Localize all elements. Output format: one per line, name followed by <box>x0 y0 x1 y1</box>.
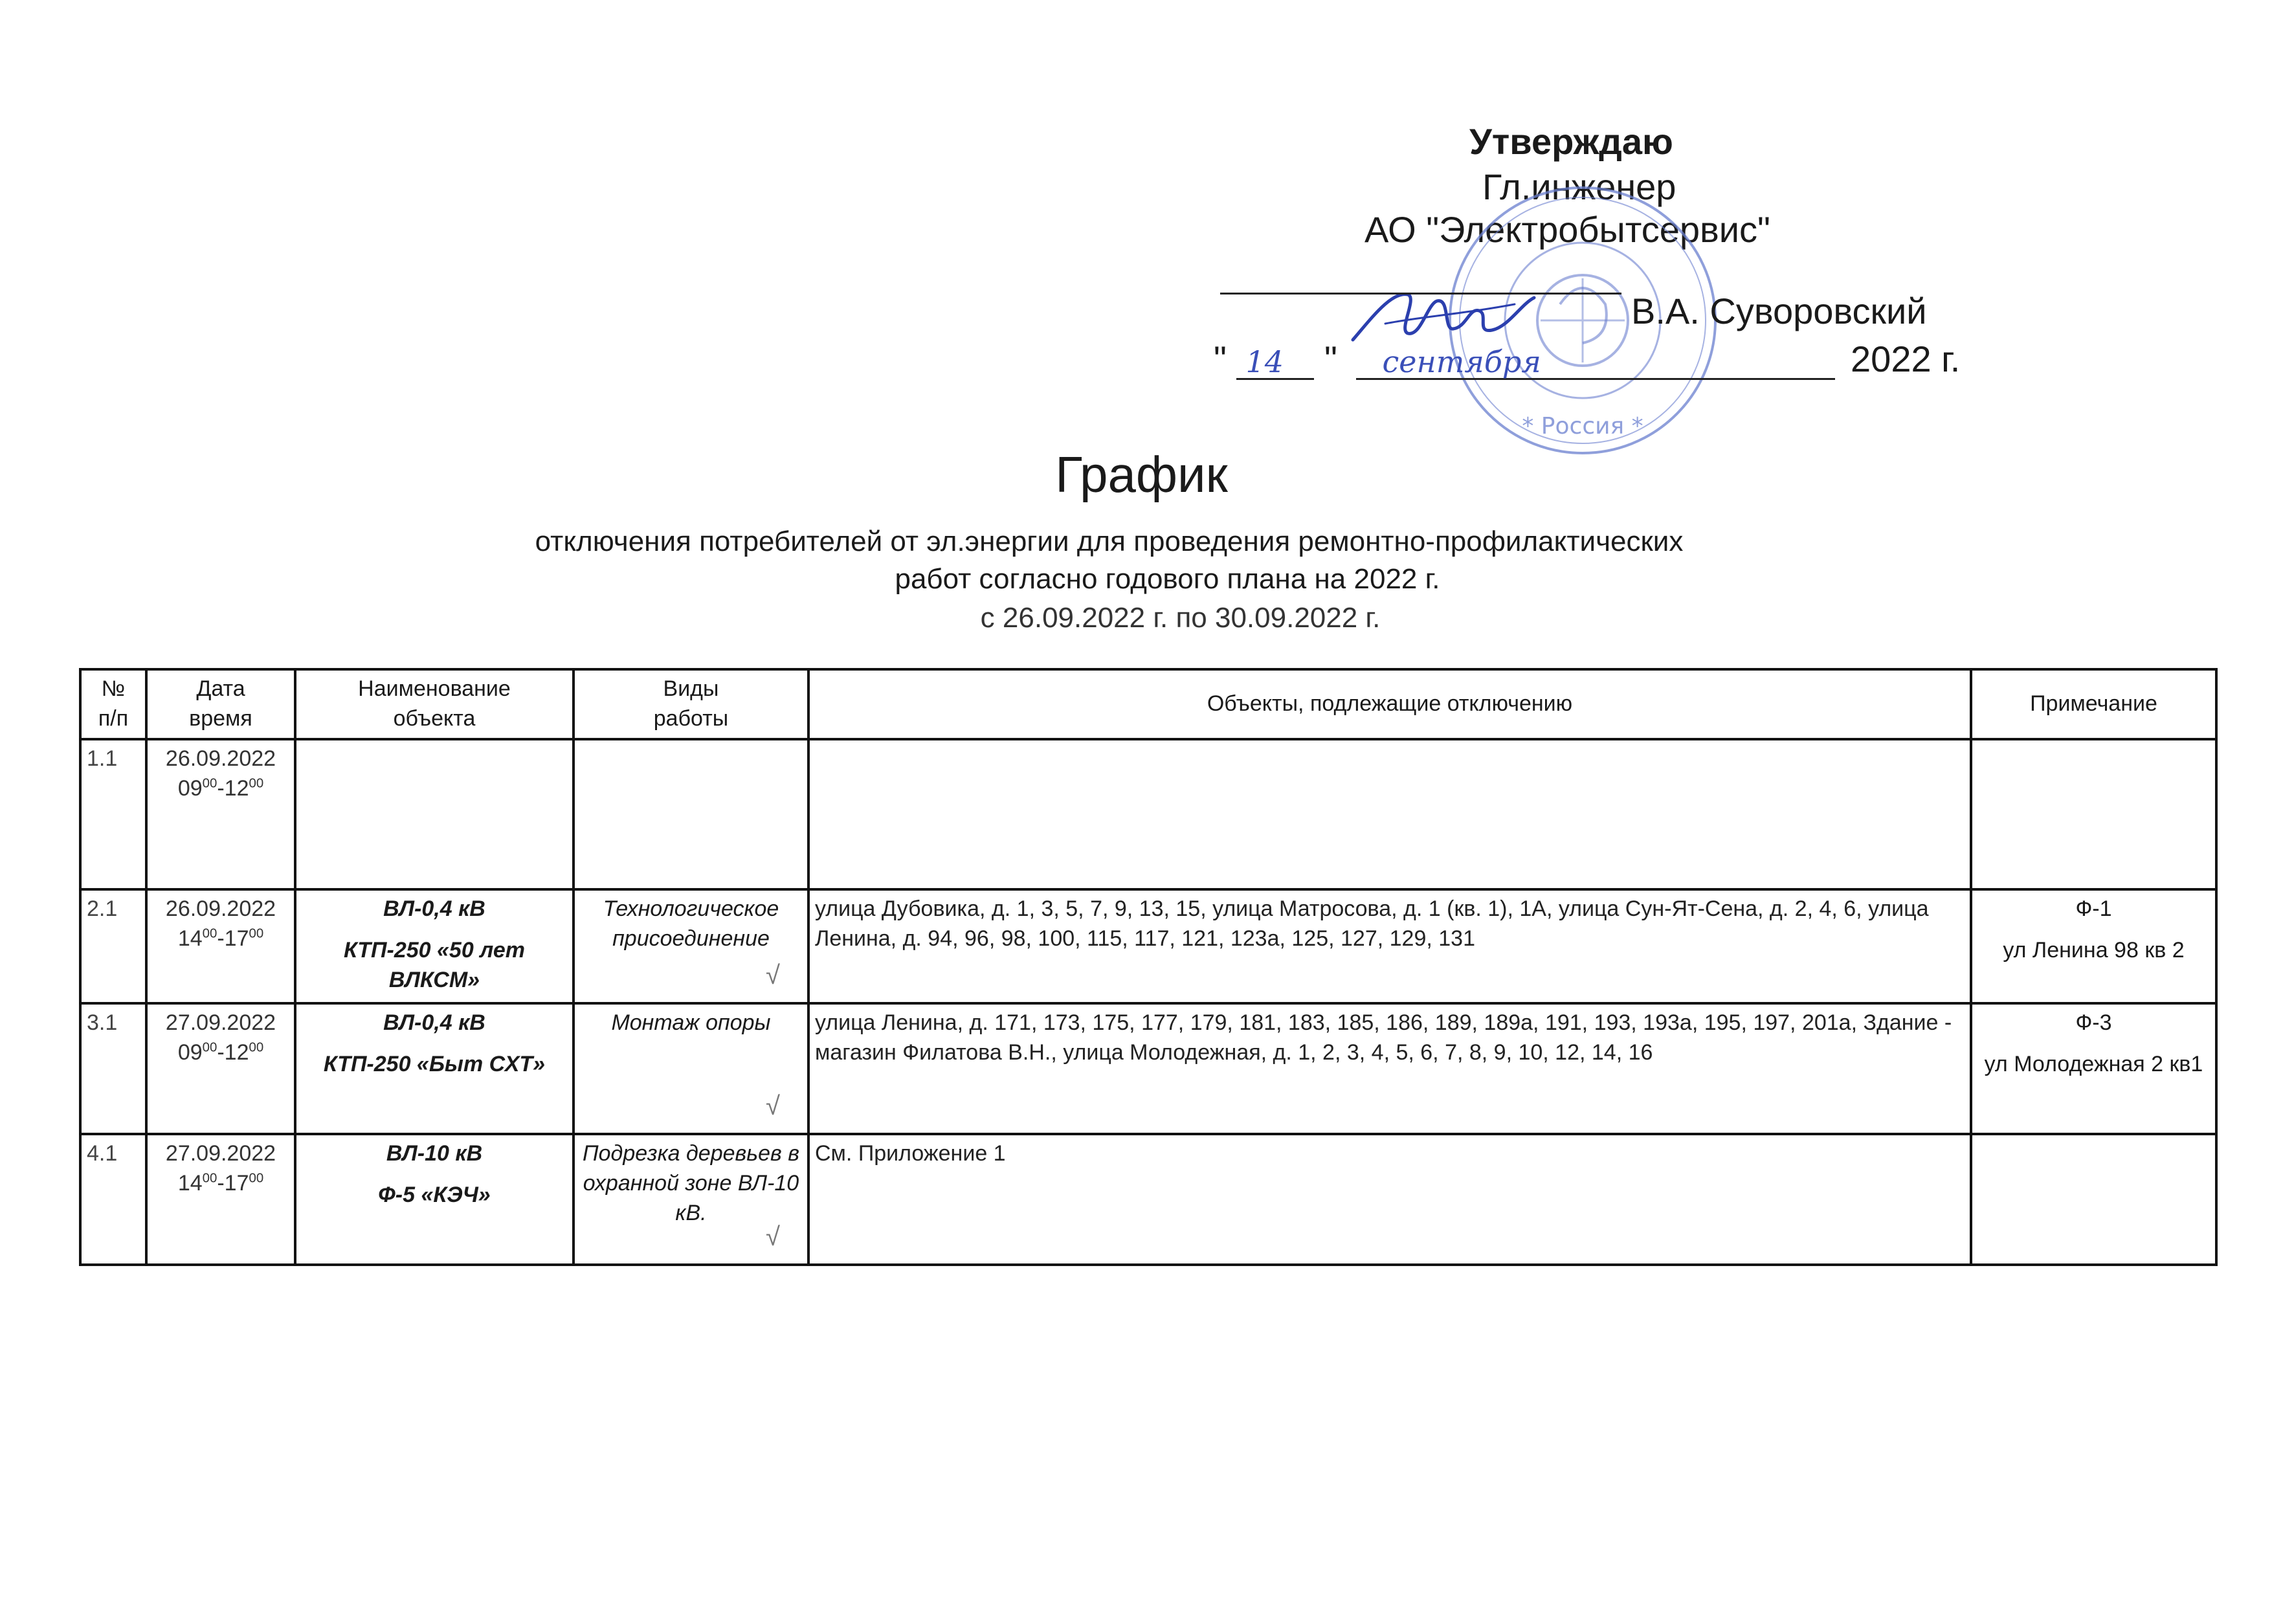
table-row <box>80 1134 2216 1265</box>
row-targets: См. Приложение 1 <box>808 1134 1971 1265</box>
row-object: ВЛ-10 кВ Ф-5 «КЭЧ» <box>295 1134 574 1265</box>
document-title: График <box>1055 446 1228 503</box>
row-note: Ф-3 ул Молодежная 2 кв1 <box>1971 1003 2216 1134</box>
table-row <box>80 1003 2216 1134</box>
row-work-type: Подрезка деревьев в охранной зоне ВЛ-10 кВ. √ <box>574 1134 808 1265</box>
row-targets: улица Дубовика, д. 1, 3, 5, 7, 9, 13, 15, улица Матросова, д. 1 (кв. 1), 1А, улица Сун-Ят-Сена, д. 2, 4, 6, улица Ленина, д. 94, 96, 98, 100, 115, 117, 121, 123а, 125, 127, 129, 131 <box>808 889 1971 1003</box>
row-object <box>295 739 574 889</box>
approval-year: 2022 г. <box>1851 339 1961 379</box>
header-date: Дата время <box>146 669 295 739</box>
row-work-type: Технологическое присоединение √ <box>574 889 808 1003</box>
table-header-row <box>80 669 2216 739</box>
row-object: ВЛ-0,4 кВ КТП-250 «Быт СХТ» <box>295 1003 574 1134</box>
table-row <box>80 889 2216 1003</box>
header-object: Наименование объекта <box>295 669 574 739</box>
row-num: 3.1 <box>80 1003 146 1134</box>
approval-month: сентября <box>1382 344 1541 379</box>
row-note <box>1971 1134 2216 1265</box>
row-targets: улица Ленина, д. 171, 173, 175, 177, 179, 181, 183, 185, 186, 189, 189а, 191, 193, 193а, 195, 197, 201а, Здание - магазин Филатова В.Н., улица Молодежная, д. 1, 2, 3, 4, 5, 6, 7, 8, 9, 10, 12, 14, 16 <box>808 1003 1971 1134</box>
document-period: с 26.09.2022 г. по 30.09.2022 г. <box>980 602 1381 634</box>
header-work-type: Виды работы <box>574 669 808 739</box>
approver-name: В.А. Суворовский <box>1631 291 1927 331</box>
row-datetime: 26.09.2022 $14^{00}-17^{00}$ <box>146 889 295 1003</box>
schedule-table <box>79 668 2218 1266</box>
row-datetime: 27.09.2022 $14^{00}-17^{00}$ <box>146 1134 295 1265</box>
signature-line <box>1220 293 1621 295</box>
svg-text:* Россия *: * Россия * <box>1522 413 1643 439</box>
check-mark-icon: √ <box>766 961 780 990</box>
header-note: Примечание <box>1971 669 2216 739</box>
approval-day: 14 <box>1245 344 1284 379</box>
header-num: № п/п <box>80 669 146 739</box>
header-targets: Объекты, подлежащие отключению <box>808 669 1971 739</box>
document-subtitle-line2: работ согласно годового плана на 2022 г. <box>895 563 1440 595</box>
row-num: 4.1 <box>80 1134 146 1265</box>
approval-title: Утверждаю <box>1469 121 1673 162</box>
check-mark-icon: √ <box>766 1092 780 1120</box>
row-object: ВЛ-0,4 кВ КТП-250 «50 лет ВЛКСМ» <box>295 889 574 1003</box>
approver-organization: АО "Электробытсервис" <box>1364 209 1770 250</box>
approval-date <box>1214 338 1960 380</box>
row-num: 2.1 <box>80 889 146 1003</box>
row-datetime: 26.09.2022 $09^{00}-12^{00}$ <box>146 739 295 889</box>
approval-month-field <box>1356 342 1835 380</box>
approval-day-field <box>1236 342 1314 380</box>
row-num: 1.1 <box>80 739 146 889</box>
quote-close: " <box>1324 339 1337 379</box>
row-work-type <box>574 739 808 889</box>
check-mark-icon: √ <box>766 1223 780 1251</box>
document-subtitle-line1: отключения потребителей от эл.энергии для проведения ремонтно-профилактических <box>535 526 1684 557</box>
quote-open: " <box>1214 339 1227 379</box>
row-note <box>1971 739 2216 889</box>
row-note: Ф-1 ул Ленина 98 кв 2 <box>1971 889 2216 1003</box>
row-work-type: Монтаж опоры √ <box>574 1003 808 1134</box>
row-targets <box>808 739 1971 889</box>
row-datetime: 27.09.2022 $09^{00}-12^{00}$ <box>146 1003 295 1134</box>
table-row <box>80 739 2216 889</box>
approver-role: Гл.инженер <box>1482 166 1676 207</box>
